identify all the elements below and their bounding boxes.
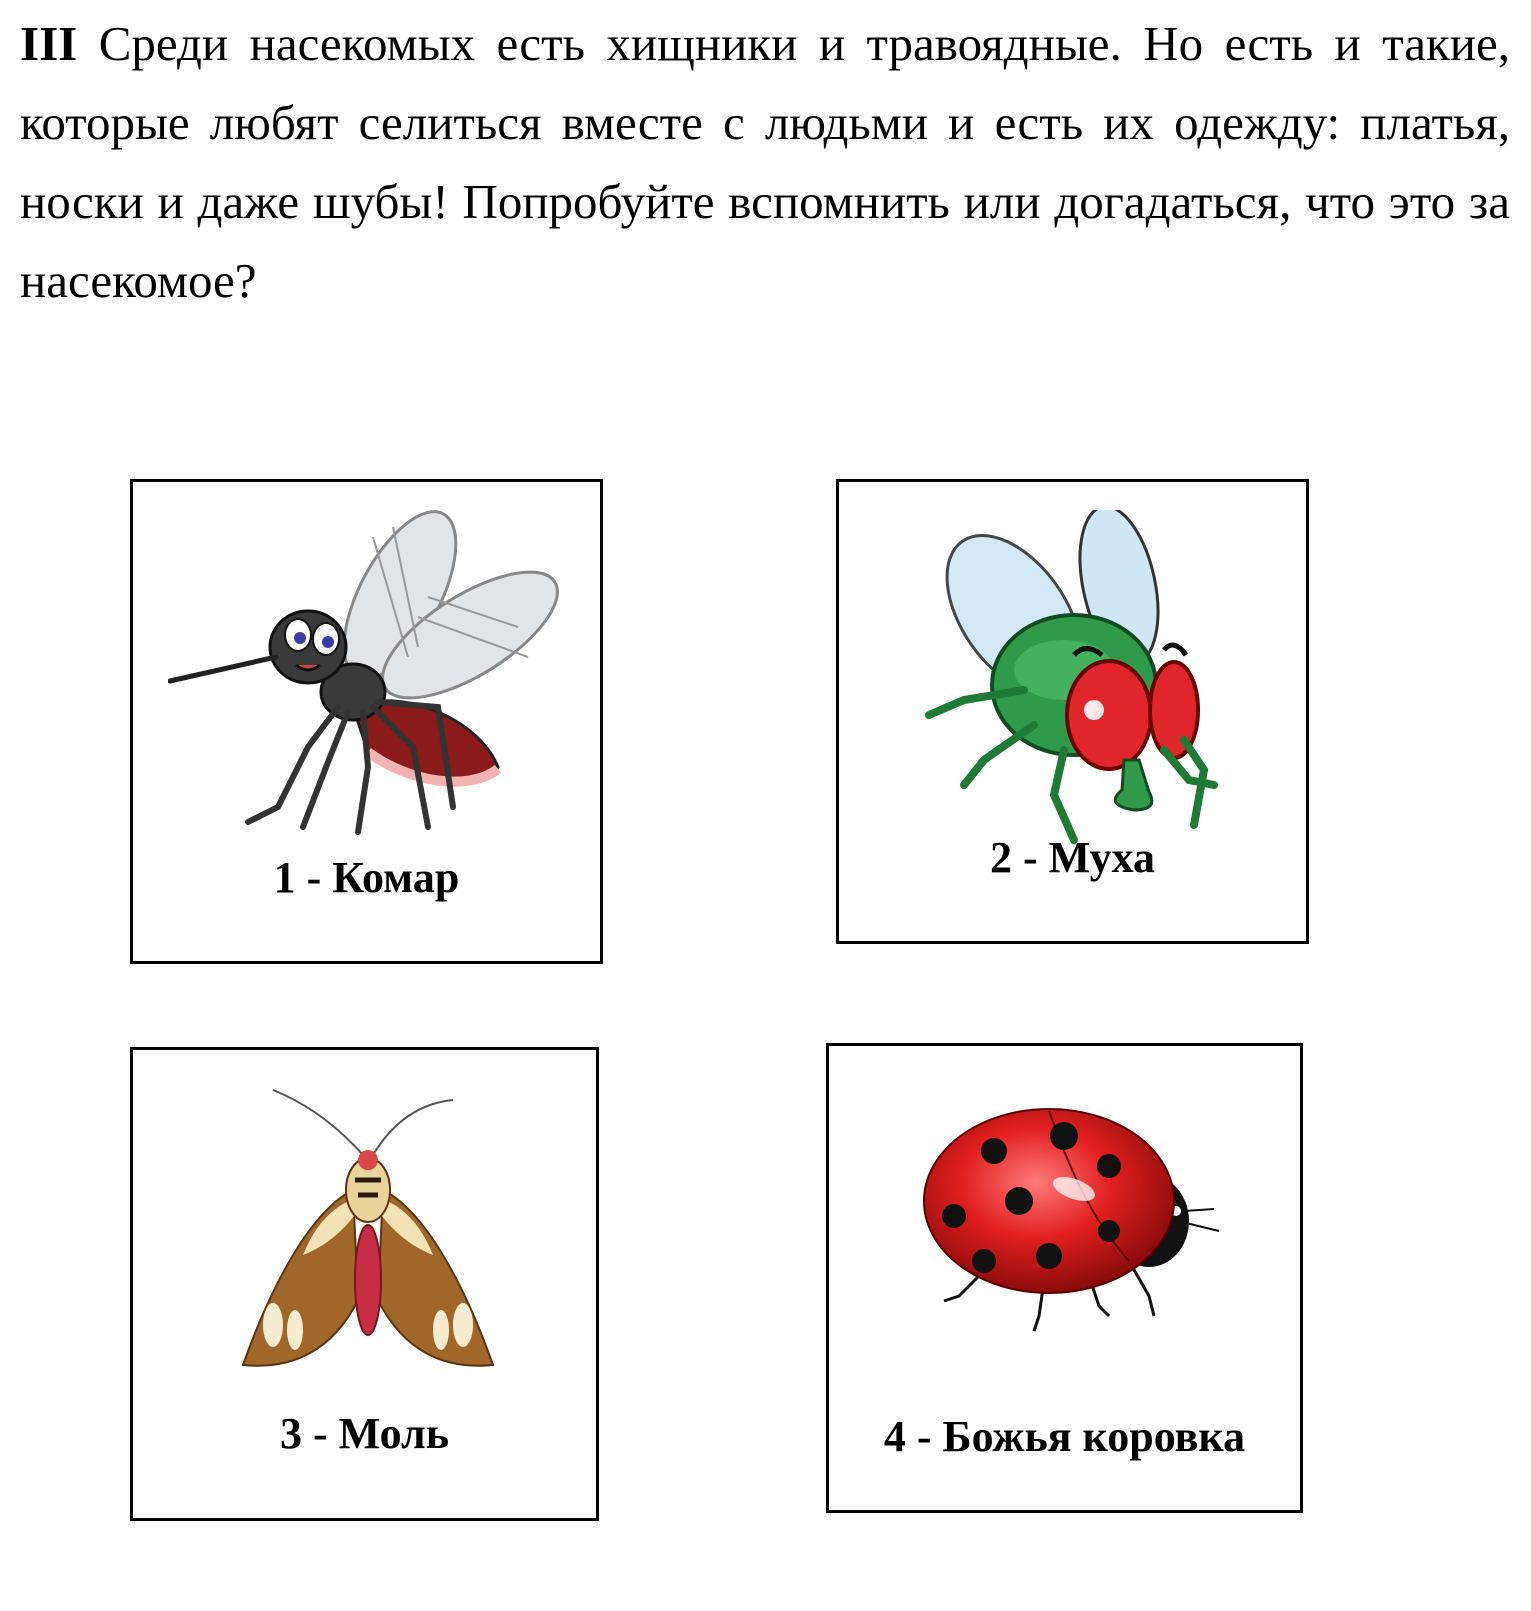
option-card-mosquito[interactable]	[130, 479, 603, 964]
option-label-ladybug: 4 - Божья коровка	[883, 1412, 1246, 1461]
ladybug-icon	[914, 1091, 1224, 1341]
question-number: III	[20, 16, 78, 71]
question-text	[20, 4, 1510, 320]
question-body: Среди насекомых есть хищники и травоядные. Но есть и такие, которые любят селиться вместе с людьми и есть их одежду: платья, носки и даже шубы! Попробуйте вспомнить или догадаться, что это за насекомое?	[20, 16, 1511, 308]
option-card-ladybug[interactable]	[826, 1043, 1303, 1513]
option-card-moth[interactable]	[130, 1047, 599, 1521]
option-label-moth: 3 - Моль	[280, 1409, 449, 1458]
fly-icon	[924, 510, 1224, 845]
option-label-mosquito: 1 - Комар	[273, 853, 460, 902]
option-label-fly: 2 - Муха	[989, 833, 1156, 882]
moth-icon	[233, 1080, 503, 1390]
mosquito-icon	[168, 507, 568, 837]
option-card-fly[interactable]	[836, 479, 1309, 944]
